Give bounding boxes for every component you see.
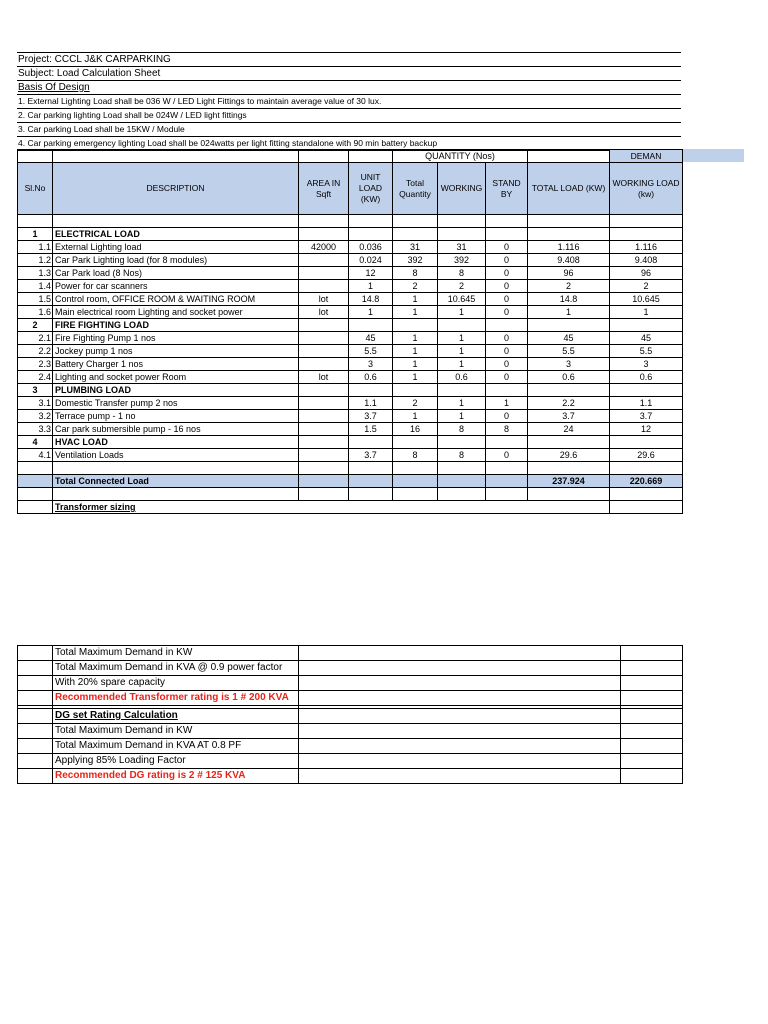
sl-no-cell: 1.5 <box>18 293 53 306</box>
section-title: FIRE FIGHTING LOAD <box>53 319 299 332</box>
sb-cell: 0 <box>486 410 528 423</box>
empty-cell <box>486 228 528 241</box>
wl-cell: 1.1 <box>610 397 683 410</box>
col-total-quantity: Total Quantity <box>393 163 438 215</box>
spacer-row <box>18 462 683 475</box>
area-cell <box>299 358 349 371</box>
empty-cell <box>299 319 349 332</box>
empty-cell <box>486 488 528 501</box>
work-cell: 8 <box>438 267 486 280</box>
value-cell <box>621 676 683 691</box>
wl-cell: 9.408 <box>610 254 683 267</box>
sl-no-cell: 3 <box>18 384 53 397</box>
value-cell <box>621 691 683 706</box>
description-cell: Car Park load (8 Nos) <box>53 267 299 280</box>
unit-cell: 5.5 <box>349 345 393 358</box>
empty-cell <box>18 501 53 514</box>
col-working-load: WORKING LOAD (kw) <box>610 163 683 215</box>
sb-cell: 0 <box>486 345 528 358</box>
wl-cell: 2 <box>610 280 683 293</box>
unit-cell: 1.5 <box>349 423 393 436</box>
table-row <box>18 358 683 371</box>
empty-cell <box>299 754 621 769</box>
empty-cell <box>299 475 349 488</box>
section-title: ELECTRICAL LOAD <box>53 228 299 241</box>
section-row <box>18 228 683 241</box>
area-cell <box>299 254 349 267</box>
sl-no-cell: 1.2 <box>18 254 53 267</box>
sb-cell: 0 <box>486 371 528 384</box>
qty-cell: 1 <box>393 332 438 345</box>
work-cell: 0.6 <box>438 371 486 384</box>
empty-cell <box>393 384 438 397</box>
area-cell: 42000 <box>299 241 349 254</box>
demand-label: Applying 85% Loading Factor <box>53 754 299 769</box>
work-cell: 2 <box>438 280 486 293</box>
work-cell: 31 <box>438 241 486 254</box>
description-cell: Terrace pump - 1 no <box>53 410 299 423</box>
empty-cell <box>438 319 486 332</box>
empty-cell <box>438 436 486 449</box>
area-cell <box>299 410 349 423</box>
value-cell <box>621 724 683 739</box>
sb-cell: 1 <box>486 397 528 410</box>
area-cell: lot <box>299 371 349 384</box>
value-cell <box>621 739 683 754</box>
table-row <box>18 449 683 462</box>
table-row <box>18 267 683 280</box>
area-cell <box>299 449 349 462</box>
empty-cell <box>18 691 53 706</box>
design-note: 3. Car parking Load shall be 15KW / Module <box>17 123 681 137</box>
empty-cell <box>486 462 528 475</box>
qty-cell: 1 <box>393 306 438 319</box>
table-row <box>18 423 683 436</box>
col-standby: STAND BY <box>486 163 528 215</box>
demand-label: Total Maximum Demand in KW <box>53 724 299 739</box>
work-cell: 8 <box>438 423 486 436</box>
unit-cell: 1.1 <box>349 397 393 410</box>
sl-no-cell: 2 <box>18 319 53 332</box>
table-row <box>18 280 683 293</box>
design-note: 4. Car parking emergency lighting Load shall be 024watts per light fitting standalone with 90 min battery backup <box>17 137 681 151</box>
qty-cell: 392 <box>393 254 438 267</box>
demand-label: Recommended Transformer rating is 1 # 200 KVA <box>53 691 299 706</box>
table-row <box>18 410 683 423</box>
area-cell <box>299 345 349 358</box>
empty-cell <box>349 475 393 488</box>
empty-cell <box>299 462 349 475</box>
demand-row <box>18 724 683 739</box>
area-cell <box>299 267 349 280</box>
empty-cell <box>486 384 528 397</box>
area-cell <box>299 332 349 345</box>
section-title: HVAC LOAD <box>53 436 299 449</box>
empty-cell <box>18 739 53 754</box>
area-cell <box>299 423 349 436</box>
sl-no-cell: 1.1 <box>18 241 53 254</box>
description-cell: Fire Fighting Pump 1 nos <box>53 332 299 345</box>
empty-cell <box>349 462 393 475</box>
total-cell: 24 <box>528 423 610 436</box>
work-cell: 392 <box>438 254 486 267</box>
col-description: DESCRIPTION <box>53 163 299 215</box>
empty-cell <box>53 462 299 475</box>
empty-cell <box>528 319 610 332</box>
sl-no-cell: 2.3 <box>18 358 53 371</box>
section-row <box>18 319 683 332</box>
description-cell: Power for car scanners <box>53 280 299 293</box>
empty-cell <box>299 436 349 449</box>
total-cell: 1.116 <box>528 241 610 254</box>
unit-cell: 1 <box>349 306 393 319</box>
unit-cell: 1 <box>349 280 393 293</box>
sl-no-cell: 1 <box>18 228 53 241</box>
qty-cell: 1 <box>393 410 438 423</box>
qty-cell: 8 <box>393 267 438 280</box>
sb-cell: 0 <box>486 241 528 254</box>
value-cell <box>621 709 683 724</box>
wl-cell: 29.6 <box>610 449 683 462</box>
empty-cell <box>299 676 621 691</box>
table-row <box>18 293 683 306</box>
total-cell: 9.408 <box>528 254 610 267</box>
empty-cell <box>528 462 610 475</box>
empty-cell <box>18 676 53 691</box>
work-cell: 1 <box>438 410 486 423</box>
load-calculation-table <box>17 149 683 514</box>
table-row <box>18 397 683 410</box>
empty-cell <box>18 754 53 769</box>
total-cell: 3 <box>528 358 610 371</box>
unit-cell: 0.024 <box>349 254 393 267</box>
demand-label: Total Maximum Demand in KVA AT 0.8 PF <box>53 739 299 754</box>
description-cell: External Lighting load <box>53 241 299 254</box>
empty-cell <box>610 228 683 241</box>
sb-cell: 0 <box>486 332 528 345</box>
total-cell: 2.2 <box>528 397 610 410</box>
value-cell <box>621 646 683 661</box>
group-header-row <box>18 150 683 163</box>
total-cell: 96 <box>528 267 610 280</box>
demand-row <box>18 769 683 784</box>
sl-no-cell: 3.2 <box>18 410 53 423</box>
demand-row <box>18 661 683 676</box>
empty-cell <box>299 646 621 661</box>
table-row <box>18 241 683 254</box>
wl-cell: 5.5 <box>610 345 683 358</box>
empty-cell <box>438 475 486 488</box>
sl-no-cell: 3.1 <box>18 397 53 410</box>
empty-cell <box>610 488 683 501</box>
empty-cell <box>53 488 299 501</box>
table-row <box>18 345 683 358</box>
empty-cell <box>393 475 438 488</box>
unit-cell: 45 <box>349 332 393 345</box>
empty-cell <box>610 436 683 449</box>
demand-label: With 20% spare capacity <box>53 676 299 691</box>
work-cell: 1 <box>438 358 486 371</box>
empty-cell <box>438 462 486 475</box>
empty-cell <box>393 488 438 501</box>
sb-cell: 0 <box>486 358 528 371</box>
qty-cell: 1 <box>393 371 438 384</box>
sb-cell: 0 <box>486 280 528 293</box>
col-area: AREA IN Sqft <box>299 163 349 215</box>
work-cell: 8 <box>438 449 486 462</box>
design-note: 1. External Lighting Load shall be 036 W / LED Light Fittings to maintain average value of 30 lux. <box>17 95 681 109</box>
qty-cell: 16 <box>393 423 438 436</box>
empty-cell <box>18 724 53 739</box>
wl-cell: 1.116 <box>610 241 683 254</box>
sb-cell: 0 <box>486 449 528 462</box>
demand-row <box>18 709 683 724</box>
empty-cell <box>299 384 349 397</box>
value-cell <box>621 769 683 784</box>
empty-cell <box>486 475 528 488</box>
demand-row <box>18 646 683 661</box>
wl-cell: 96 <box>610 267 683 280</box>
qty-cell: 1 <box>393 358 438 371</box>
qty-cell: 1 <box>393 293 438 306</box>
empty-cell <box>299 661 621 676</box>
wl-cell: 3.7 <box>610 410 683 423</box>
unit-cell: 3.7 <box>349 410 393 423</box>
column-header-row <box>18 163 683 215</box>
col-unit-load: UNIT LOAD (KW) <box>349 163 393 215</box>
transformer-sizing-row <box>18 501 683 514</box>
wl-cell: 45 <box>610 332 683 345</box>
sl-no-cell: 2.1 <box>18 332 53 345</box>
demand-row <box>18 676 683 691</box>
total-cell: 3.7 <box>528 410 610 423</box>
empty-cell <box>299 769 621 784</box>
table-row <box>18 254 683 267</box>
spacer-row <box>18 488 683 501</box>
demand-label: Total Maximum Demand in KW <box>53 646 299 661</box>
sl-no-cell: 1.6 <box>18 306 53 319</box>
area-cell: lot <box>299 293 349 306</box>
empty-cell <box>528 436 610 449</box>
unit-cell: 12 <box>349 267 393 280</box>
description-cell: Car Park Lighting load (for 8 modules) <box>53 254 299 267</box>
description-cell: Battery Charger 1 nos <box>53 358 299 371</box>
demand-label: Recommended DG rating is 2 # 125 KVA <box>53 769 299 784</box>
qty-cell: 1 <box>393 345 438 358</box>
unit-cell: 3 <box>349 358 393 371</box>
total-cell: 0.6 <box>528 371 610 384</box>
demand-label: DG set Rating Calculation <box>53 709 299 724</box>
empty-cell <box>610 501 683 514</box>
empty-cell <box>299 691 621 706</box>
empty-cell <box>299 724 621 739</box>
work-cell: 1 <box>438 397 486 410</box>
wl-cell: 3 <box>610 358 683 371</box>
section-title: PLUMBING LOAD <box>53 384 299 397</box>
table-row <box>18 371 683 384</box>
wl-cell: 10.645 <box>610 293 683 306</box>
empty-cell <box>393 462 438 475</box>
empty-cell <box>610 462 683 475</box>
empty-cell <box>610 384 683 397</box>
qty-cell: 2 <box>393 397 438 410</box>
description-cell: Ventilation Loads <box>53 449 299 462</box>
spacer-row <box>18 215 683 228</box>
sb-cell: 0 <box>486 254 528 267</box>
empty-cell <box>438 384 486 397</box>
empty-cell <box>18 646 53 661</box>
section-row <box>18 384 683 397</box>
sl-no-cell: 2.2 <box>18 345 53 358</box>
area-cell: lot <box>299 306 349 319</box>
empty-cell <box>299 739 621 754</box>
sl-no-cell: 2.4 <box>18 371 53 384</box>
qty-cell: 2 <box>393 280 438 293</box>
work-cell: 10.645 <box>438 293 486 306</box>
empty-cell <box>393 436 438 449</box>
sb-cell: 8 <box>486 423 528 436</box>
work-cell: 1 <box>438 345 486 358</box>
description-cell: Control room, OFFICE ROOM & WAITING ROOM <box>53 293 299 306</box>
sl-no-cell: 3.3 <box>18 423 53 436</box>
sl-no-cell: 4 <box>18 436 53 449</box>
description-cell: Domestic Transfer pump 2 nos <box>53 397 299 410</box>
quantity-group-header: QUANTITY (Nos) <box>393 150 528 163</box>
table-row <box>18 306 683 319</box>
sb-cell: 0 <box>486 293 528 306</box>
empty-cell <box>528 488 610 501</box>
description-cell: Car park submersible pump - 16 nos <box>53 423 299 436</box>
demand-row <box>18 754 683 769</box>
empty-cell <box>486 436 528 449</box>
empty-cell <box>528 228 610 241</box>
total-load-value: 237.924 <box>528 475 610 488</box>
col-working: WORKING <box>438 163 486 215</box>
unit-cell: 0.036 <box>349 241 393 254</box>
empty-cell <box>393 319 438 332</box>
total-connected-load-label: Total Connected Load <box>53 475 299 488</box>
demand-label: Total Maximum Demand in KVA @ 0.9 power factor <box>53 661 299 676</box>
area-cell <box>299 397 349 410</box>
empty-cell <box>528 384 610 397</box>
qty-cell: 31 <box>393 241 438 254</box>
subject-line: Subject: Load Calculation Sheet <box>17 67 681 81</box>
total-row <box>18 475 683 488</box>
unit-cell: 3.7 <box>349 449 393 462</box>
empty-cell <box>18 661 53 676</box>
sb-cell: 0 <box>486 267 528 280</box>
empty-cell <box>18 709 53 724</box>
total-cell: 5.5 <box>528 345 610 358</box>
total-cell: 1 <box>528 306 610 319</box>
total-working-load-value: 220.669 <box>610 475 683 488</box>
empty-cell <box>349 384 393 397</box>
sb-cell: 0 <box>486 306 528 319</box>
empty-cell <box>18 769 53 784</box>
sl-no-cell: 1.4 <box>18 280 53 293</box>
design-note: 2. Car parking lighting Load shall be 024W / LED light fittings <box>17 109 681 123</box>
empty-cell <box>18 462 53 475</box>
col-total-load: TOTAL LOAD (KW) <box>528 163 610 215</box>
demand-calculation-table <box>17 645 683 784</box>
demand-group-header: DEMAN <box>610 150 683 163</box>
empty-cell <box>349 436 393 449</box>
empty-cell <box>349 319 393 332</box>
area-cell <box>299 280 349 293</box>
total-cell: 29.6 <box>528 449 610 462</box>
demand-row <box>18 691 683 706</box>
description-cell: Lighting and socket power Room <box>53 371 299 384</box>
section-row <box>18 436 683 449</box>
empty-cell <box>18 475 53 488</box>
description-cell: Jockey pump 1 nos <box>53 345 299 358</box>
wl-cell: 1 <box>610 306 683 319</box>
empty-cell <box>486 319 528 332</box>
value-cell <box>621 754 683 769</box>
empty-cell <box>299 228 349 241</box>
project-line: Project: CCCL J&K CARPARKING <box>17 53 681 67</box>
basis-of-design: Basis Of Design <box>17 81 681 95</box>
wl-cell: 12 <box>610 423 683 436</box>
value-cell <box>621 661 683 676</box>
sl-no-cell: 1.3 <box>18 267 53 280</box>
wl-cell: 0.6 <box>610 371 683 384</box>
total-cell: 14.8 <box>528 293 610 306</box>
empty-cell <box>393 228 438 241</box>
work-cell: 1 <box>438 306 486 319</box>
col-slno: Sl.No <box>18 163 53 215</box>
unit-cell: 0.6 <box>349 371 393 384</box>
unit-cell: 14.8 <box>349 293 393 306</box>
empty-cell <box>438 488 486 501</box>
empty-cell <box>349 228 393 241</box>
empty-cell <box>299 709 621 724</box>
empty-cell <box>299 488 349 501</box>
empty-cell <box>18 488 53 501</box>
demand-row <box>18 739 683 754</box>
empty-cell <box>610 319 683 332</box>
work-cell: 1 <box>438 332 486 345</box>
empty-cell <box>438 228 486 241</box>
description-cell: Main electrical room Lighting and socket power <box>53 306 299 319</box>
demand-header-overflow <box>682 149 744 162</box>
sl-no-cell: 4.1 <box>18 449 53 462</box>
transformer-sizing-label: Transformer sizing <box>53 501 610 514</box>
total-cell: 45 <box>528 332 610 345</box>
table-row <box>18 332 683 345</box>
qty-cell: 8 <box>393 449 438 462</box>
empty-cell <box>349 488 393 501</box>
total-cell: 2 <box>528 280 610 293</box>
